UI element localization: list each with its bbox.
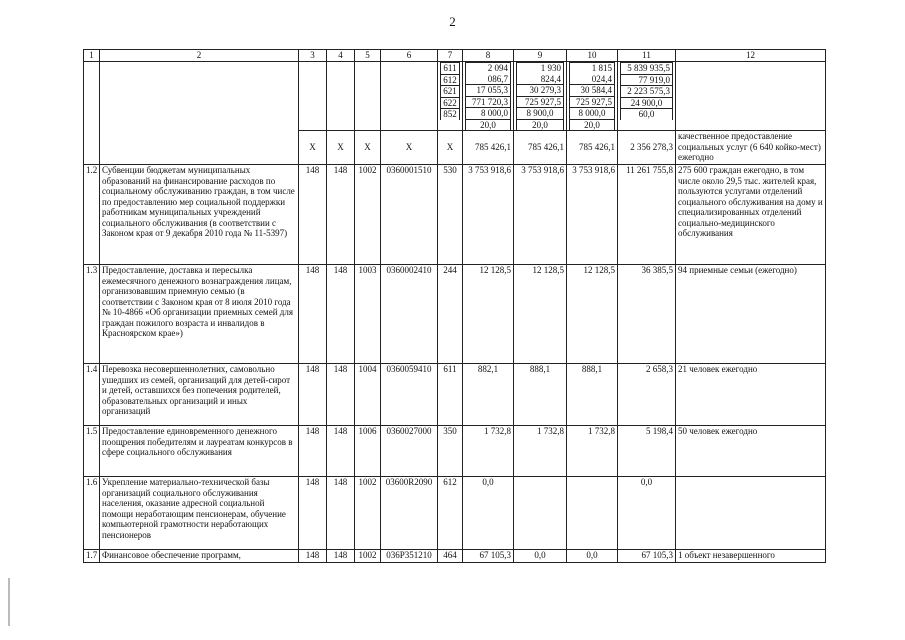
code-cell: 148 — [327, 477, 355, 550]
code-cell: 530 — [438, 165, 463, 265]
code-cell: 611 — [438, 364, 463, 426]
header-cell: 8 — [463, 50, 514, 62]
amount: 8 000,0 — [466, 108, 511, 120]
header-row — [84, 50, 826, 62]
header-cell: 6 — [381, 50, 438, 62]
expense-code: 611 — [441, 63, 460, 75]
code-cell: 148 — [299, 477, 327, 550]
code-cell: 0360027000 — [381, 426, 438, 477]
amount: 0,0 — [618, 477, 676, 550]
code-cell: 148 — [299, 265, 327, 364]
total-values-cell — [618, 62, 676, 131]
x-mark: X — [355, 131, 381, 165]
code-cell: 148 — [327, 550, 355, 563]
expense-codes-cell — [438, 62, 463, 131]
expected-result: 50 человек ежегодно — [676, 426, 826, 477]
amount: 8 000,0 — [570, 108, 615, 120]
amount: 5 198,4 — [618, 426, 676, 477]
activity-name: Субвенции бюджетам муниципальных образований на финансирование расходов по социальному обслуживанию граждан, в том числе по предоставлению мер социальной поддержки работникам муниципальных учреждений социального обслуживания (в соответствии с Законом края от 9 декабря 2010 года № 11-5397) — [100, 165, 299, 265]
row-number: 1.2 — [84, 165, 100, 265]
amount: 12 128,5 — [514, 265, 567, 364]
amount: 0,0 — [567, 550, 618, 563]
code-cell: 03600R2090 — [381, 477, 438, 550]
expected-result: 21 человек ежегодно — [676, 364, 826, 426]
expense-code: 622 — [441, 97, 460, 109]
amount: 17 055,3 — [466, 85, 511, 97]
activity-name: Предоставление, доставка и пересылка ежемесячного денежного вознаграждения лицам, организовавшим приемную семью (в соответствии с Законом края от 8 июля 2010 года № 10-4866 «Об организации приемных семей для граждан пожилого возраста и инвалидов в Красноярском крае») — [100, 265, 299, 364]
amount: 725 927,5 — [517, 96, 564, 108]
year2-values-cell — [514, 62, 567, 131]
expected-result — [676, 477, 826, 550]
year1-values-cell — [463, 62, 514, 131]
header-cell: 5 — [355, 50, 381, 62]
code-cell: 148 — [327, 426, 355, 477]
empty-cell — [327, 62, 355, 131]
empty-cell — [355, 62, 381, 131]
amount: 3 753 918,6 — [514, 165, 567, 265]
table-row — [84, 550, 826, 563]
expected-result: 275 600 граждан ежегодно, в том числе около 29,5 тыс. жителей края, пользуются услугами отделений социального обслуживания на дому и специализированных отделений социально-медицинского обслуживания — [676, 165, 826, 265]
amount: 0,0 — [463, 477, 514, 550]
code-cell: 1006 — [355, 426, 381, 477]
page-number: 2 — [449, 14, 456, 29]
expected-result: качественное предоставление социальных услуг (6 640 койко-мест) ежегодно — [676, 131, 826, 165]
code-cell: 1002 — [355, 550, 381, 563]
code-cell: 148 — [299, 550, 327, 563]
code-cell: 148 — [327, 265, 355, 364]
header-cell: 12 — [676, 50, 826, 62]
code-cell: 350 — [438, 426, 463, 477]
row-number: 1.7 — [84, 550, 100, 563]
row-number: 1.3 — [84, 265, 100, 364]
amount: 771 720,3 — [466, 96, 511, 108]
amount: 785 426,1 — [567, 131, 618, 165]
continuation-breakdown-row — [84, 62, 826, 131]
amount: 11 261 755,8 — [618, 165, 676, 265]
x-mark: X — [381, 131, 438, 165]
amount: 888,1 — [514, 364, 567, 426]
amount: 0,0 — [514, 550, 567, 563]
expected-result: 94 приемные семьи (ежегодно) — [676, 265, 826, 364]
code-cell: 148 — [299, 364, 327, 426]
amount: 12 128,5 — [567, 265, 618, 364]
empty-cell — [676, 62, 826, 131]
amount: 24 900,0 — [621, 97, 673, 109]
amount: 5 839 935,5 — [621, 63, 673, 75]
header-cell: 4 — [327, 50, 355, 62]
row-number: 1.5 — [84, 426, 100, 477]
expected-result: 1 объект незавершенного — [676, 550, 826, 563]
amount: 67 105,3 — [463, 550, 514, 563]
amount: 2 223 575,3 — [621, 86, 673, 98]
year3-values-cell — [567, 62, 618, 131]
table-row — [84, 426, 826, 477]
amount: 1 815 024,4 — [570, 63, 615, 85]
amount: 2 658,3 — [618, 364, 676, 426]
code-cell: 464 — [438, 550, 463, 563]
amount: 12 128,5 — [463, 265, 514, 364]
amount: 785 426,1 — [514, 131, 567, 165]
code-cell: 148 — [327, 165, 355, 265]
activity-name: Финансовое обеспечение программ, — [100, 550, 299, 563]
expense-code: 612 — [441, 74, 460, 86]
x-mark: X — [438, 131, 463, 165]
code-cell: 1002 — [355, 477, 381, 550]
header-cell: 3 — [299, 50, 327, 62]
expense-code: 621 — [441, 86, 460, 98]
code-cell: 036P351210 — [381, 550, 438, 563]
amount: 725 927,5 — [570, 96, 615, 108]
empty-cell — [100, 62, 299, 165]
amount: 8 900,0 — [517, 108, 564, 120]
empty-cell — [299, 62, 327, 131]
amount: 60,0 — [621, 109, 673, 120]
amount: 785 426,1 — [463, 131, 514, 165]
activity-name: Предоставление единовременного денежного поощрения победителям и лауреатам конкурсов в сфере социального обслуживания — [100, 426, 299, 477]
code-cell: 0360002410 — [381, 265, 438, 364]
x-mark: X — [299, 131, 327, 165]
amount: 36 385,5 — [618, 265, 676, 364]
amount: 1 732,8 — [463, 426, 514, 477]
code-cell: 1002 — [355, 165, 381, 265]
header-cell: 10 — [567, 50, 618, 62]
amount: 3 753 918,6 — [463, 165, 514, 265]
amount — [567, 477, 618, 550]
amount: 20,0 — [570, 119, 615, 130]
header-cell: 11 — [618, 50, 676, 62]
amount: 2 094 086,7 — [466, 63, 511, 85]
code-cell: 0360001510 — [381, 165, 438, 265]
table-row — [84, 364, 826, 426]
amount: 888,1 — [567, 364, 618, 426]
table-row — [84, 265, 826, 364]
code-cell: 148 — [299, 426, 327, 477]
amount: 20,0 — [466, 119, 511, 130]
activity-name: Перевозка несовершеннолетних, самовольно ушедших из семей, организаций для детей-сирот и детей, оставшихся без попечения родителей, образовательных организаций и иных организаций — [100, 364, 299, 426]
amount: 1 732,8 — [514, 426, 567, 477]
code-cell: 612 — [438, 477, 463, 550]
header-cell: 7 — [438, 50, 463, 62]
code-cell: 0360059410 — [381, 364, 438, 426]
code-cell: 244 — [438, 265, 463, 364]
activity-name: Укрепление материально-технической базы организаций социального обслуживания населения, оказание адресной социальной помощи неработающим пенсионерам, обучение компьютерной грамотности неработающих пенсионеров — [100, 477, 299, 550]
amount: 30 279,3 — [517, 85, 564, 97]
header-cell: 9 — [514, 50, 567, 62]
amount: 2 356 278,3 — [618, 131, 676, 165]
expense-code: 852 — [441, 109, 460, 120]
x-mark: X — [327, 131, 355, 165]
table-row — [84, 477, 826, 550]
amount: 3 753 918,6 — [567, 165, 618, 265]
amount: 30 584,4 — [570, 85, 615, 97]
amount — [514, 477, 567, 550]
row-number: 1.6 — [84, 477, 100, 550]
header-cell: 1 — [84, 50, 100, 62]
code-cell: 148 — [327, 364, 355, 426]
amount: 77 919,0 — [621, 74, 673, 86]
empty-cell — [381, 62, 438, 131]
code-cell: 148 — [299, 165, 327, 265]
row-number: 1.4 — [84, 364, 100, 426]
code-cell: 1003 — [355, 265, 381, 364]
code-cell: 1004 — [355, 364, 381, 426]
amount: 1 732,8 — [567, 426, 618, 477]
amount: 20,0 — [517, 119, 564, 130]
header-cell: 2 — [100, 50, 299, 62]
amount: 1 930 824,4 — [517, 63, 564, 85]
empty-cell — [84, 62, 100, 165]
amount: 67 105,3 — [618, 550, 676, 563]
table-row — [84, 165, 826, 265]
scan-edge-mark — [8, 578, 10, 626]
amount: 882,1 — [463, 364, 514, 426]
program-activities-table — [83, 49, 826, 563]
